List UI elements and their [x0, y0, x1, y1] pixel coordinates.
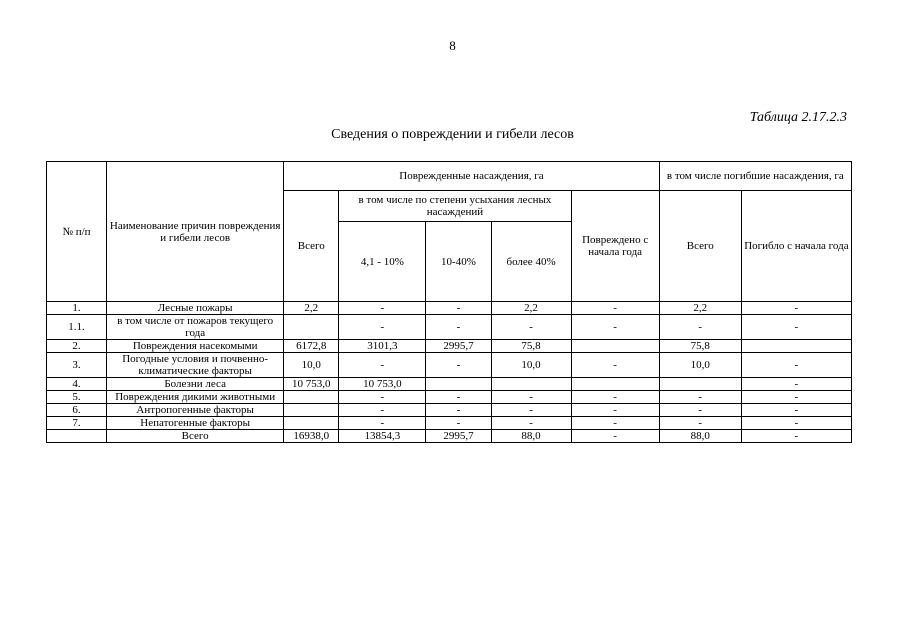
cell-dead-since: -	[741, 378, 851, 391]
cell-d3: 2,2	[491, 302, 571, 315]
cell-dead-since: -	[741, 430, 851, 443]
table-number: Таблица 2.17.2.3	[749, 110, 847, 125]
cell-dead-since	[741, 340, 851, 353]
table-row	[47, 417, 852, 430]
cell-since: -	[571, 430, 659, 443]
header-damaged-group: Поврежденные насаждения, га	[284, 162, 659, 191]
cell-dead-since: -	[741, 417, 851, 430]
cell-d1: 10 753,0	[339, 378, 426, 391]
cell-d3: 88,0	[491, 430, 571, 443]
cell-name: Всего	[107, 430, 284, 443]
cell-since: -	[571, 404, 659, 417]
cell-num: 7.	[47, 417, 107, 430]
cell-dead-total: -	[659, 417, 741, 430]
table-title: Сведения о повреждении и гибели лесов	[331, 127, 574, 142]
cell-dead-since: -	[741, 404, 851, 417]
table-row	[47, 315, 852, 340]
cell-since: -	[571, 353, 659, 378]
cell-d3: -	[491, 391, 571, 404]
cell-d2: -	[426, 391, 491, 404]
cell-since: -	[571, 315, 659, 340]
cell-num: 3.	[47, 353, 107, 378]
cell-d1: -	[339, 302, 426, 315]
table-row	[47, 404, 852, 417]
cell-d2: -	[426, 302, 491, 315]
table-body	[47, 302, 852, 443]
cell-total: 16938,0	[284, 430, 339, 443]
cell-total: 6172,8	[284, 340, 339, 353]
cell-name: в том числе от пожаров текущего года	[107, 315, 284, 340]
cell-dead-total: -	[659, 315, 741, 340]
cell-d2: -	[426, 315, 491, 340]
cell-total	[284, 391, 339, 404]
header-num: № п/п	[47, 162, 107, 302]
cell-dead-since: -	[741, 315, 851, 340]
cell-since: -	[571, 417, 659, 430]
cell-d3	[491, 378, 571, 391]
header-degree-1: 4,1 - 10%	[339, 222, 426, 302]
cell-d2: 2995,7	[426, 340, 491, 353]
cell-dead-since: -	[741, 353, 851, 378]
cell-num: 5.	[47, 391, 107, 404]
table-header	[47, 162, 852, 302]
cell-d1: -	[339, 417, 426, 430]
header-dead-since-year: Погибло с начала года	[741, 191, 851, 302]
cell-num: 2.	[47, 340, 107, 353]
cell-total: 10 753,0	[284, 378, 339, 391]
table-row	[47, 378, 852, 391]
cell-dead-total: -	[659, 404, 741, 417]
header-degree-group: в том числе по степени усыхания лесных насаждений	[339, 191, 571, 222]
cell-d1: 3101,3	[339, 340, 426, 353]
cell-num	[47, 430, 107, 443]
cell-d3: 10,0	[491, 353, 571, 378]
cell-name: Лесные пожары	[107, 302, 284, 315]
cell-d2: -	[426, 417, 491, 430]
cell-dead-total: 75,8	[659, 340, 741, 353]
page-number: 8	[449, 38, 456, 53]
cell-dead-total: 10,0	[659, 353, 741, 378]
cell-d1: -	[339, 315, 426, 340]
cell-d3: -	[491, 417, 571, 430]
table-row	[47, 430, 852, 443]
cell-name: Повреждения насекомыми	[107, 340, 284, 353]
cell-name: Непатогенные факторы	[107, 417, 284, 430]
cell-dead-total	[659, 378, 741, 391]
cell-since: -	[571, 391, 659, 404]
cell-dead-total: 88,0	[659, 430, 741, 443]
cell-d3: -	[491, 404, 571, 417]
header-total: Всего	[284, 191, 339, 302]
header-degree-2: 10-40%	[426, 222, 491, 302]
cell-d3: 75,8	[491, 340, 571, 353]
cell-since: -	[571, 302, 659, 315]
cell-since	[571, 340, 659, 353]
cell-dead-since: -	[741, 302, 851, 315]
cell-num: 1.	[47, 302, 107, 315]
cell-name: Повреждения дикими животными	[107, 391, 284, 404]
header-name: Наименование причин повреждения и гибели лесов	[107, 162, 284, 302]
cell-total	[284, 315, 339, 340]
cell-d2: -	[426, 353, 491, 378]
table-row	[47, 302, 852, 315]
header-dead-group: в том числе погибшие насаждения, га	[659, 162, 851, 191]
cell-total: 2,2	[284, 302, 339, 315]
table-row	[47, 353, 852, 378]
cell-dead-since: -	[741, 391, 851, 404]
cell-dead-total: 2,2	[659, 302, 741, 315]
cell-num: 6.	[47, 404, 107, 417]
cell-num: 4.	[47, 378, 107, 391]
cell-d1: -	[339, 391, 426, 404]
table-row	[47, 340, 852, 353]
cell-total	[284, 404, 339, 417]
cell-name: Погодные условия и почвенно-климатические факторы	[107, 353, 284, 378]
cell-d1: -	[339, 404, 426, 417]
cell-name: Болезни леса	[107, 378, 284, 391]
cell-since	[571, 378, 659, 391]
damage-table	[46, 161, 852, 443]
cell-total	[284, 417, 339, 430]
header-since-year: Повреждено с начала года	[571, 191, 659, 302]
cell-total: 10,0	[284, 353, 339, 378]
cell-name: Антропогенные факторы	[107, 404, 284, 417]
table-row	[47, 391, 852, 404]
cell-d2: 2995,7	[426, 430, 491, 443]
header-dead-total: Всего	[659, 191, 741, 302]
cell-d1: 13854,3	[339, 430, 426, 443]
cell-d2	[426, 378, 491, 391]
cell-num: 1.1.	[47, 315, 107, 340]
cell-d1: -	[339, 353, 426, 378]
cell-d2: -	[426, 404, 491, 417]
cell-dead-total: -	[659, 391, 741, 404]
cell-d3: -	[491, 315, 571, 340]
header-degree-3: более 40%	[491, 222, 571, 302]
